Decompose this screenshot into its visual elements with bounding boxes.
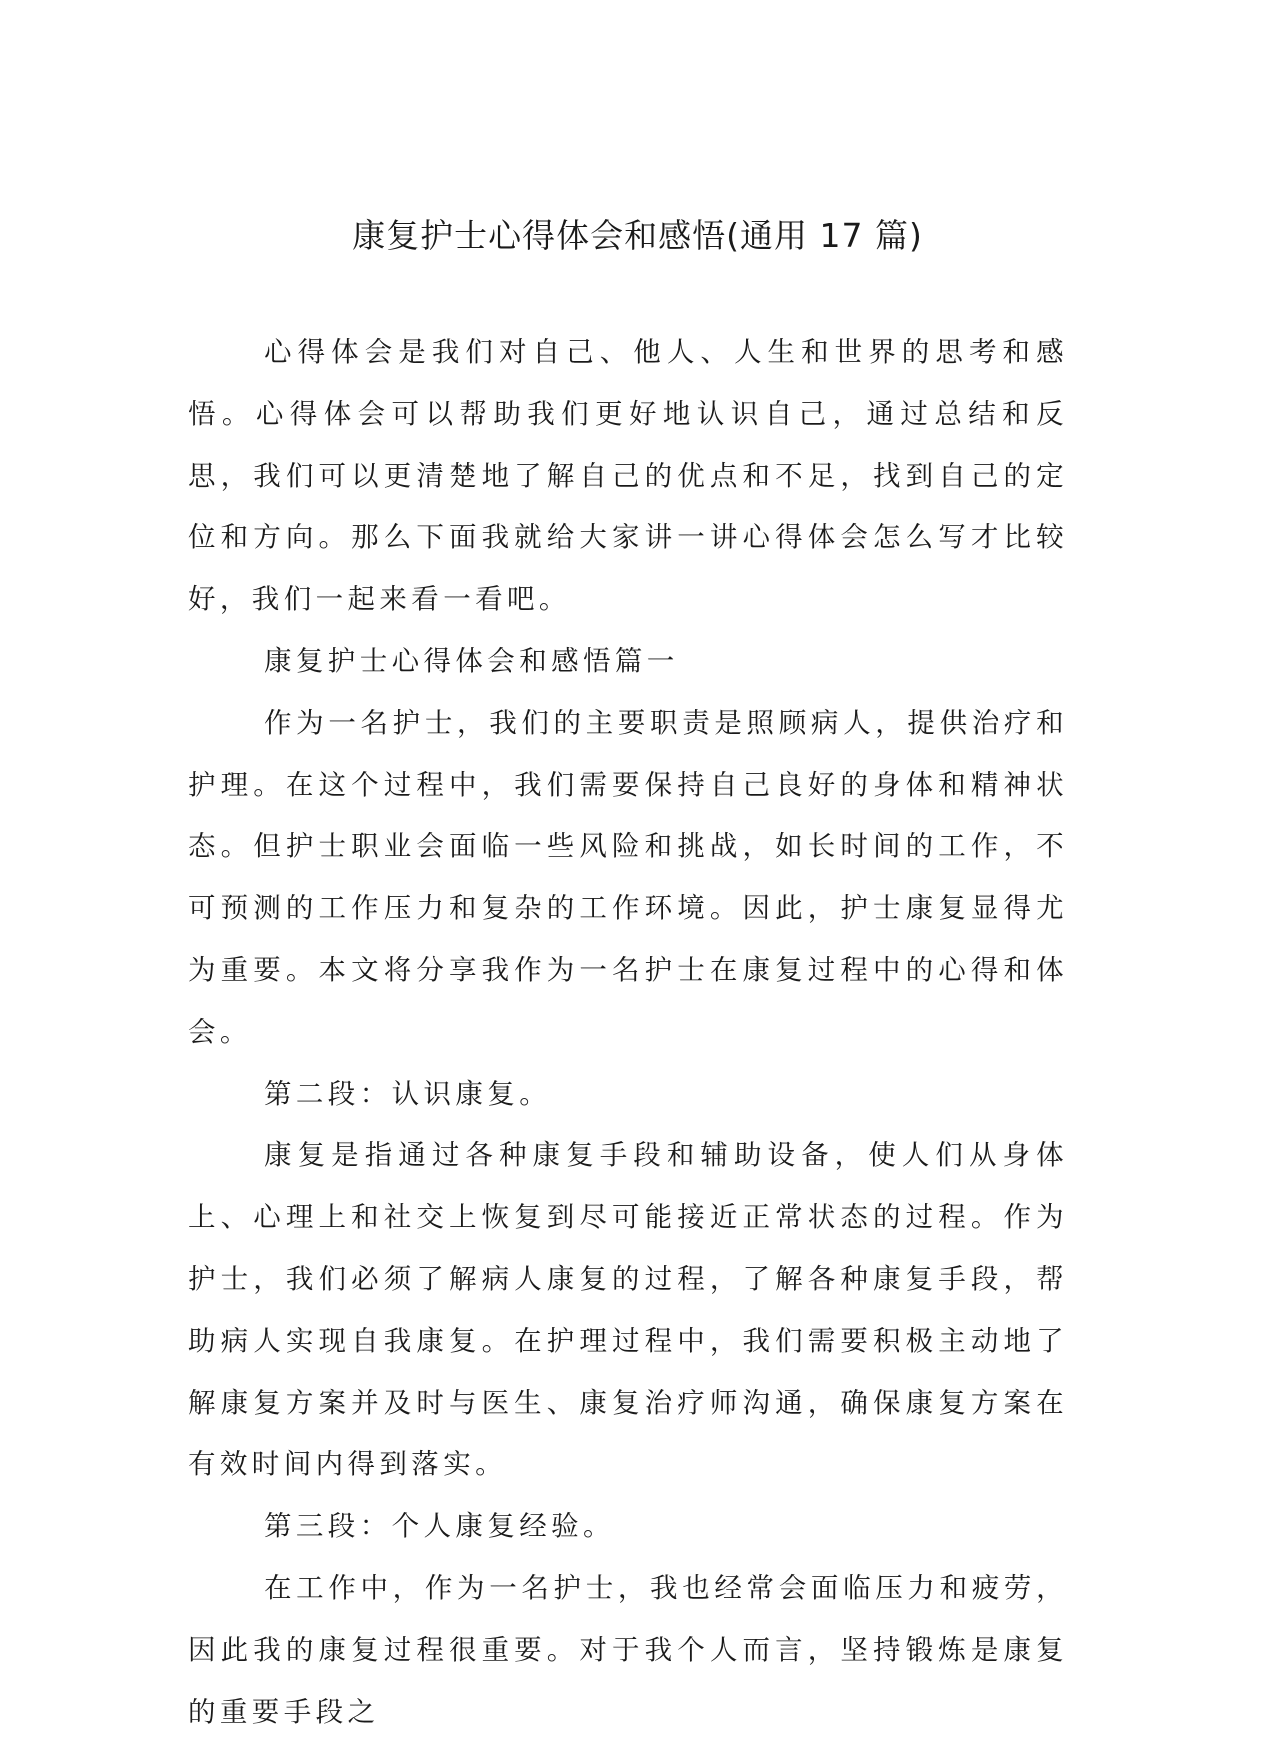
body-paragraph: 在工作中，作为一名护士，我也经常会面临压力和疲劳，因此我的康复过程很重要。对于我个人而言，坚持锻炼是康复的重要手段之 — [188, 1571, 1068, 1728]
document-title: 康复护士心得体会和感悟(通用 17 篇) — [352, 216, 923, 255]
body-paragraph: 康复是指通过各种康复手段和辅助设备，使人们从身体上、心理上和社交上恢复到尽可能接近正常状态的过程。作为护士，我们必须了解病人康复的过程，了解各种康复手段，帮助病人实现自我康复。在护理过程中，我们需要积极主动地了解康复方案并及时与医生、康复治疗师沟通，确保康复方案在有效时间内得到落实。 — [188, 1139, 1068, 1481]
section-heading-third: 第三段：个人康复经验。 — [264, 1510, 615, 1543]
intro-paragraph: 心得体会是我们对自己、他人、人生和世界的思考和感悟。心得体会可以帮助我们更好地认识自己，通过总结和反思，我们可以更清楚地了解自己的优点和不足，找到自己的定位和方向。那么下面我就给大家讲一讲心得体会怎么写才比较好，我们一起来看一看吧。 — [188, 336, 1068, 616]
document-body — [188, 322, 1068, 1743]
section-heading-part-one: 康复护士心得体会和感悟篇一 — [264, 644, 679, 677]
section-heading-second: 第二段：认识康复。 — [264, 1077, 552, 1110]
body-paragraph: 作为一名护士，我们的主要职责是照顾病人，提供治疗和护理。在这个过程中，我们需要保持自己良好的身体和精神状态。但护士职业会面临一些风险和挑战，如长时间的工作，不可预测的工作压力和复杂的工作环境。因此，护士康复显得尤为重要。本文将分享我作为一名护士在康复过程中的心得和体会。 — [188, 706, 1068, 1048]
